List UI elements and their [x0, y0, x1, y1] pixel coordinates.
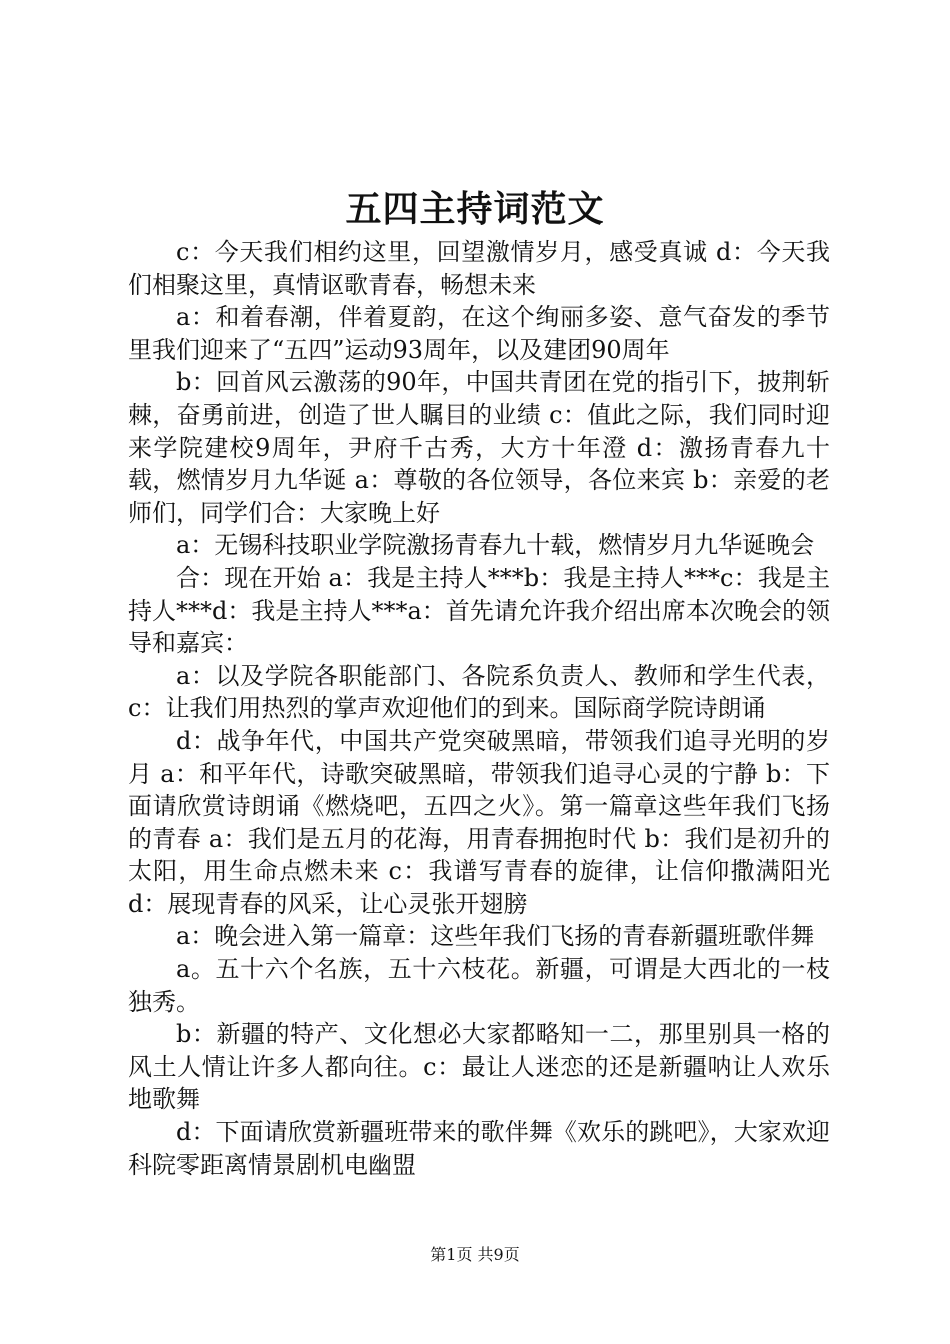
paragraph: d：战争年代，中国共产党突破黑暗，带领我们追寻光明的岁月 a：和平年代，诗歌突破黑暗，带领我们追寻心灵的宁静 b：下面请欣赏诗朗诵《燃烧吧，五四之火》。第一篇章这些年我们飞扬的青春 a：我们是五月的花海，用青春拥抱时代 b：我们是初升的太阳，用生命点燃未来 c：我谱写青春的旋律，让信仰撒满阳光 d：展现青春的风采，让心灵张开翅膀	[128, 726, 830, 918]
paragraph: a：无锡科技职业学院激扬青春九十载，燃情岁月九华诞晚会	[176, 531, 815, 560]
paragraph: a。五十六个名族，五十六枝花。新疆，可谓是大西北的一枝独秀。	[128, 955, 830, 1016]
page-number-footer: 第1页 共9页	[430, 1245, 520, 1264]
page-title: 五四主持词范文	[345, 188, 605, 230]
paragraph: a：晚会进入第一篇章：这些年我们飞扬的青春新疆班歌伴舞	[176, 922, 815, 951]
paragraph: a：以及学院各职能部门、各院系负责人、教师和学生代表，c：让我们用热烈的掌声欢迎他们的到来。国际商学院诗朗诵	[128, 661, 830, 723]
paragraph: b：回首风云激荡的90年，中国共青团在党的指引下，披荆斩棘，奋勇前进，创造了世人瞩目的业绩 c：值此之际，我们同时迎来学院建校9周年，尹府千古秀，大方十年澄 d：激扬青春九十载，燃情岁月九华诞 a：尊敬的各位领导，各位来宾 b：亲爱的老师们，同学们合：大家晚上好	[128, 368, 830, 527]
paragraph: a：和着春潮，伴着夏韵，在这个绚丽多姿、意气奋发的季节里我们迎来了“五四”运动93周年，以及建团90周年	[128, 303, 830, 364]
paragraph: c：今天我们相约这里，回望激情岁月，感受真诚 d：今天我们相聚这里，真情讴歌青春，畅想未来	[128, 238, 830, 299]
paragraph: d：下面请欣赏新疆班带来的歌伴舞《欢乐的跳吧》，大家欢迎科院零距离情景剧机电幽盟	[128, 1118, 830, 1179]
paragraph: 合：现在开始 a：我是主持人***b：我是主持人***c：我是主持人***d：我是主持人***a：首先请允许我介绍出席本次晚会的领导和嘉宾：	[128, 563, 830, 658]
paragraph: b：新疆的特产、文化想必大家都略知一二，那里别具一格的风土人情让许多人都向往。c：最让人迷恋的还是新疆呐让人欢乐地歌舞	[128, 1020, 830, 1114]
document-body	[128, 236, 830, 1181]
